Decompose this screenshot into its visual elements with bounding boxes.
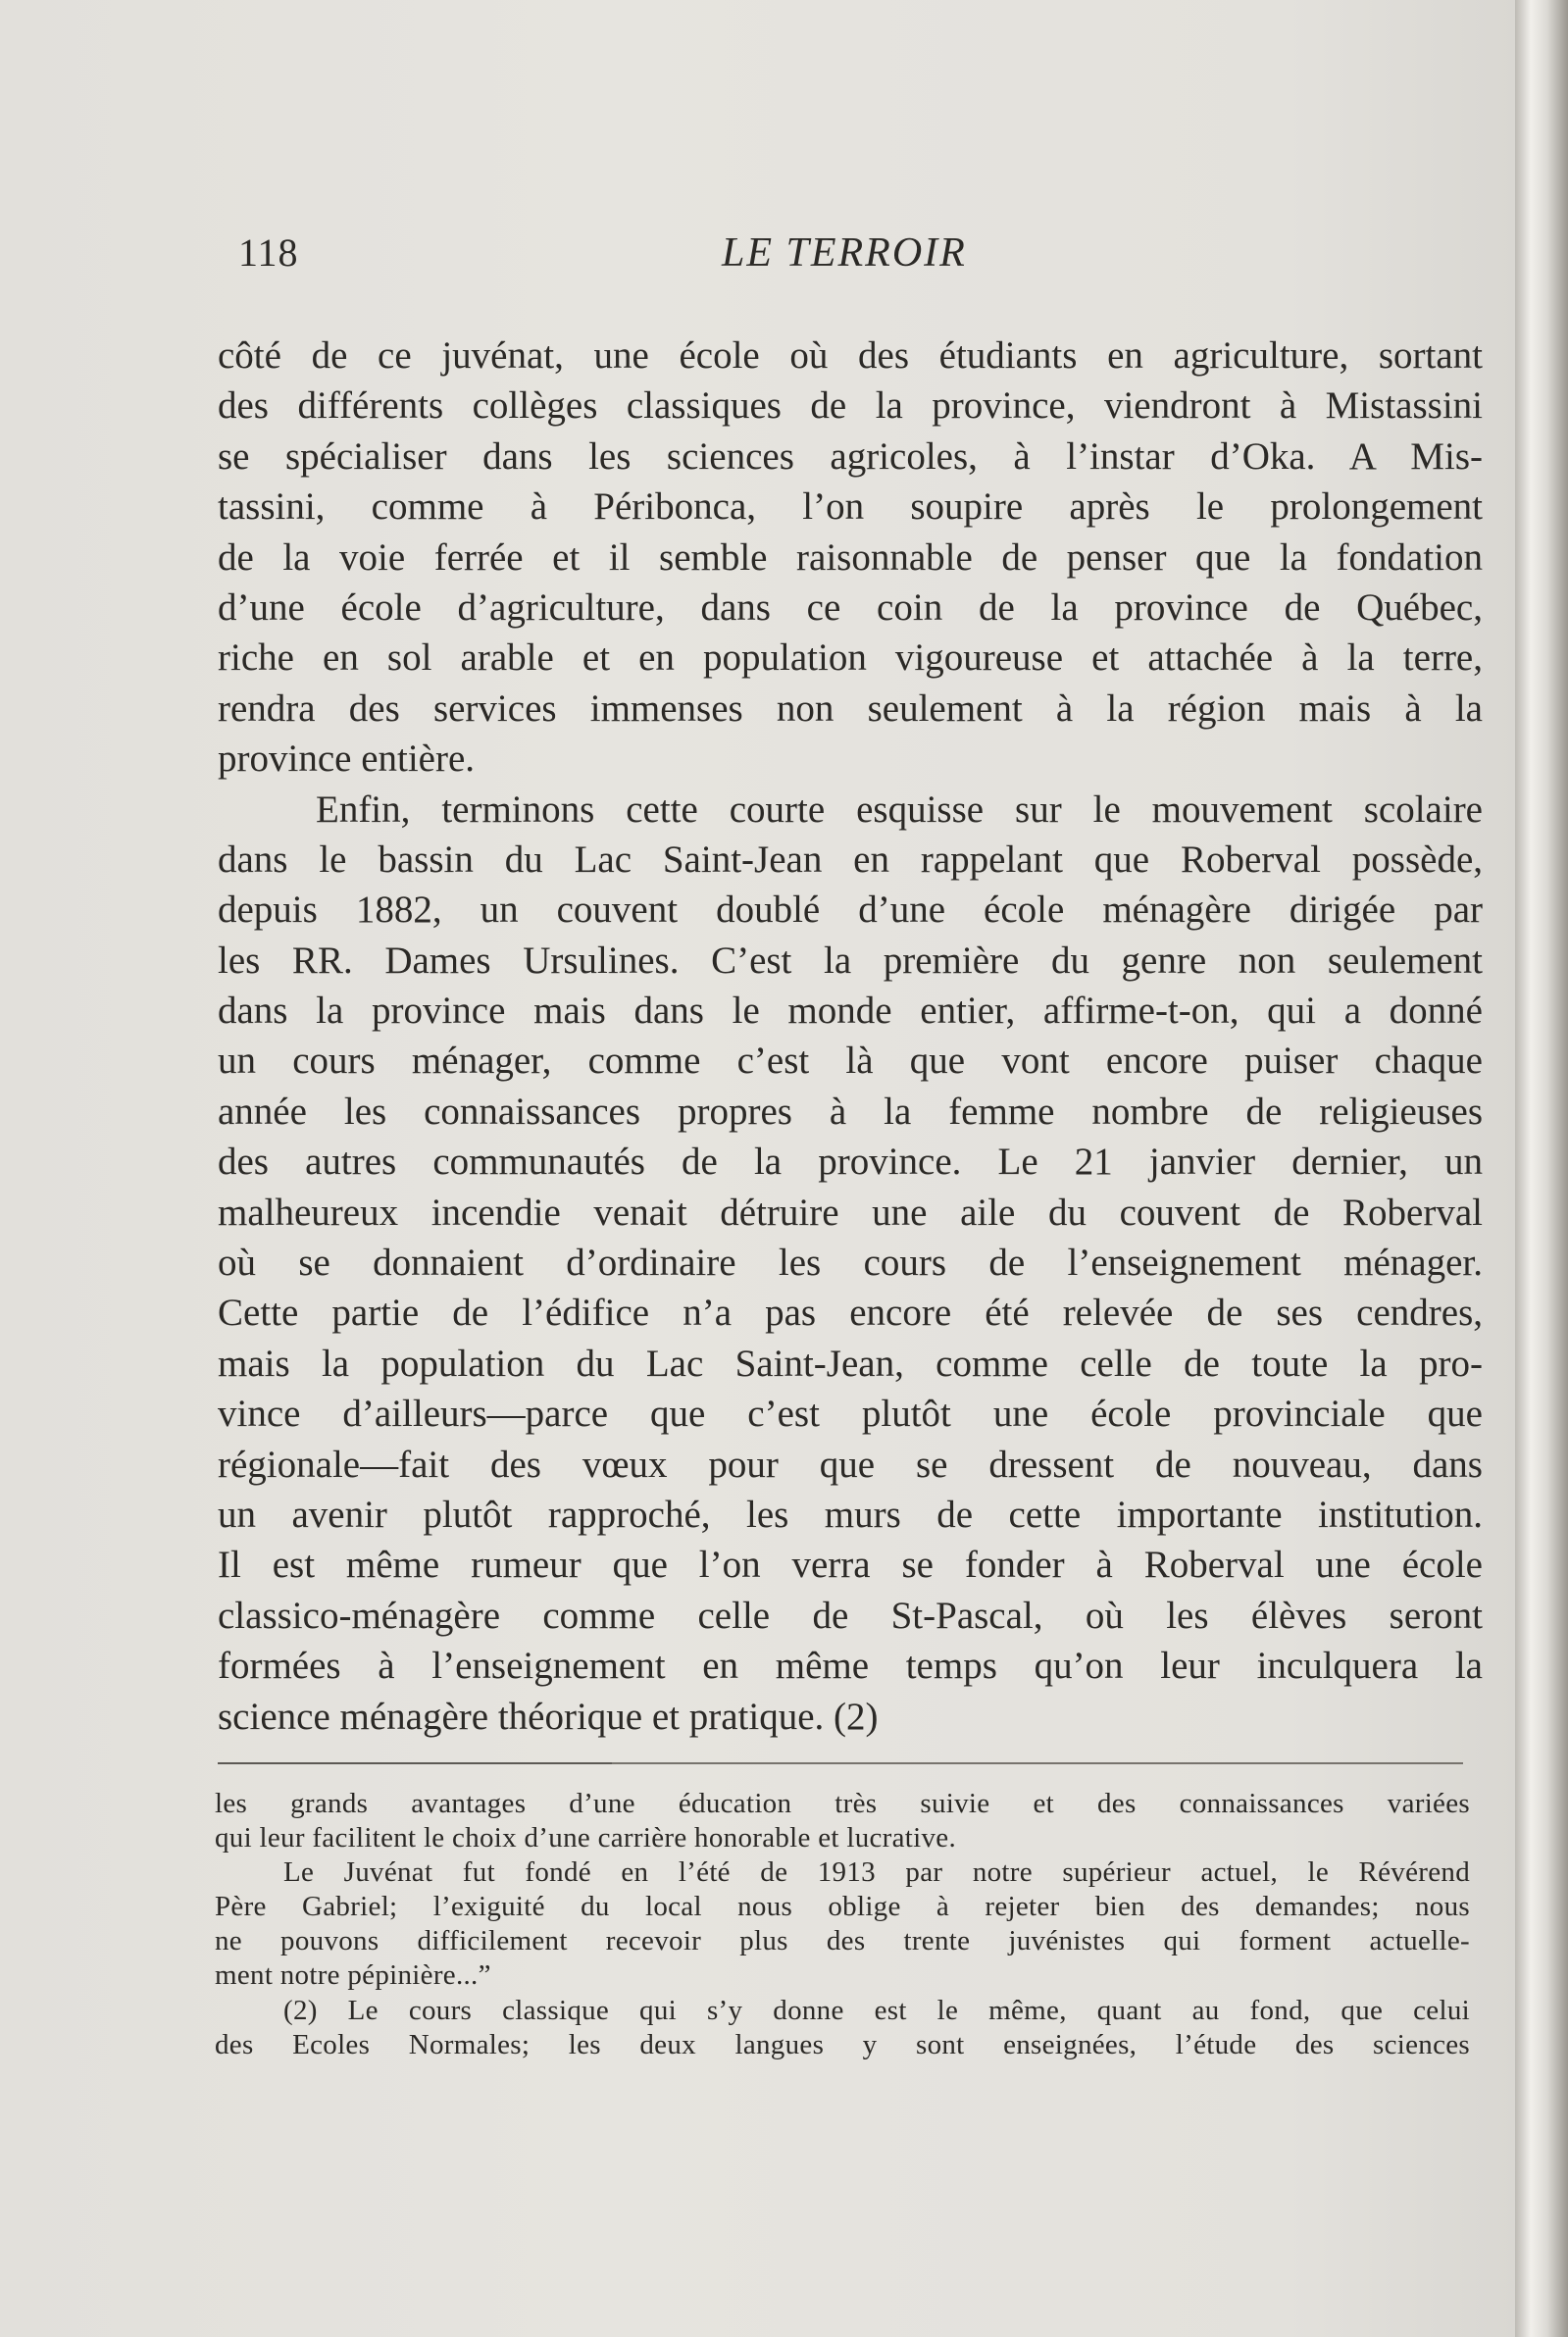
footnote-line: (2) Le cours classique qui s’y donne est le même, quant au fond, que celui xyxy=(283,1994,1470,2026)
body-line: vince d’ailleurs—parce que c’est plutôt une école provinciale que xyxy=(218,1393,1483,1436)
body-line: province entière. xyxy=(218,737,476,781)
body-line: un cours ménager, comme c’est là que vont encore puiser chaque xyxy=(218,1040,1483,1083)
body-line: formées à l’enseignement en même temps qu’on leur inculquera la xyxy=(218,1645,1483,1688)
body-line: riche en sol arable et en population vigoureuse et attachée à la terre, xyxy=(218,636,1483,680)
body-line: Il est même rumeur que l’on verra se fonder à Roberval une école xyxy=(218,1544,1483,1587)
footnote-rule xyxy=(218,1762,612,1764)
footnote-line: des Ecoles Normales; les deux langues y sont enseignées, l’étude des sciences xyxy=(215,2028,1470,2060)
body-line: dans le bassin du Lac Saint-Jean en rappelant que Roberval possède, xyxy=(218,838,1483,881)
body-line: rendra des services immenses non seulement à la région mais à la xyxy=(218,686,1483,730)
page-number: 118 xyxy=(238,230,299,275)
footnote-line: qui leur facilitent le choix d’une carrière honorable et lucrative. xyxy=(215,1822,957,1854)
body-line: année les connaissances propres à la femme nombre de religieuses xyxy=(218,1090,1483,1133)
body-line: depuis 1882, un couvent doublé d’une école ménagère dirigée par xyxy=(218,889,1483,932)
footnote-line: Le Juvénat fut fondé en l’été de 1913 par notre supérieur actuel, le Révérend xyxy=(283,1856,1470,1889)
footnote-line: les grands avantages d’une éducation très suivie et des connaissances variées xyxy=(215,1788,1470,1819)
body-line: de la voie ferrée et il semble raisonnable de penser que la fondation xyxy=(218,535,1483,579)
footnote-line: ne pouvons difficilement recevoir plus des trente juvénistes qui forment actuelle- xyxy=(215,1925,1470,1957)
body-line: régionale—fait des vœux pour que se dressent de nouveau, dans xyxy=(218,1443,1483,1486)
body-line: Cette partie de l’édifice n’a pas encore été relevée de ses cendres, xyxy=(218,1292,1483,1335)
footnotes xyxy=(215,1787,1470,2062)
body-line: classico-ménagère comme celle de St-Pascal, où les élèves seront xyxy=(218,1594,1483,1637)
footnote-line: ment notre pépinière...” xyxy=(215,1959,491,1992)
body-line: se spécialiser dans les sciences agricoles, à l’instar d’Oka. A Mis- xyxy=(218,434,1483,478)
body-line: côté de ce juvénat, une école où des étudiants en agriculture, sortant xyxy=(218,334,1483,377)
body-line: dans la province mais dans le monde entier, affirme-t-on, qui a donné xyxy=(218,990,1483,1033)
footnote-line: Père Gabriel; l’exiguité du local nous oblige à rejeter bien des demandes; nous xyxy=(215,1891,1470,1923)
body-line: des autres communautés de la province. Le 21 janvier dernier, un xyxy=(218,1141,1483,1184)
body-line: Enfin, terminons cette courte esquisse sur le mouvement scolaire xyxy=(316,787,1483,831)
body-line: un avenir plutôt rapproché, les murs de cette importante institution. xyxy=(218,1493,1483,1536)
body-line: d’une école d’agriculture, dans ce coin de la province de Québec, xyxy=(218,585,1483,629)
body-line: tassini, comme à Péribonca, l’on soupire après le prolongement xyxy=(218,485,1483,529)
footnote-rule-continuation xyxy=(612,1762,1463,1764)
body-line: où se donnaient d’ordinaire les cours de l’enseignement ménager. xyxy=(218,1242,1483,1285)
body-line: malheureux incendie venait détruire une aile du couvent de Roberval xyxy=(218,1191,1483,1234)
body-text xyxy=(218,330,1483,1742)
body-line: les RR. Dames Ursulines. C’est la première du genre non seulement xyxy=(218,939,1483,982)
body-line: science ménagère théorique et pratique. (2) xyxy=(218,1695,879,1738)
body-line: des différents collèges classiques de la province, viendront à Mistassini xyxy=(218,384,1483,428)
running-head xyxy=(238,224,1479,292)
page-edge xyxy=(1515,0,1568,2337)
running-title: LE TERROIR xyxy=(722,230,967,276)
body-line: mais la population du Lac Saint-Jean, comme celle de toute la pro- xyxy=(218,1342,1483,1385)
